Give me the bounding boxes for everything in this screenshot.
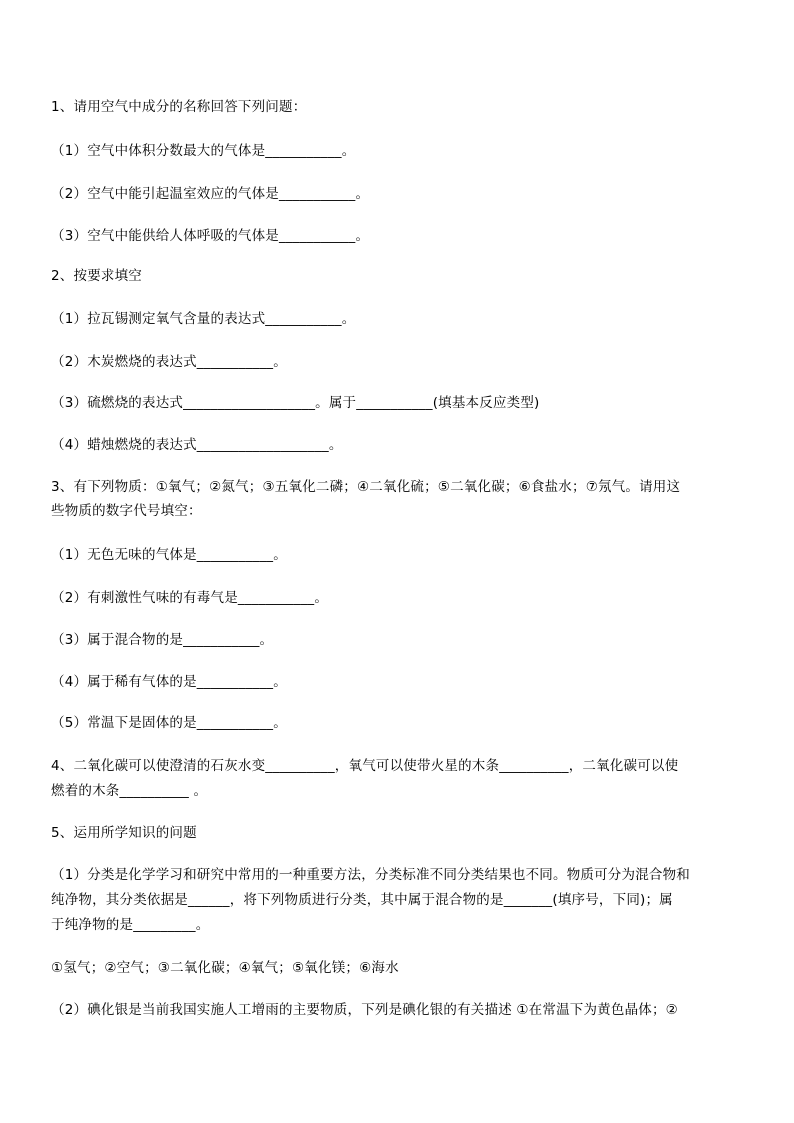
q5-item-1-line-2: 纯净物，其分类依据是______，将下列物质进行分类，其中属于混合物的是_______(填序号，下同)；属 (51, 892, 673, 908)
q5-item-2-line-1: （2）碘化银是当前我国实施人工增雨的主要物质，下列是碘化银的有关描述 ①在常温下为黄色晶体；② (51, 1002, 678, 1018)
q1-item-1: （1）空气中体积分数最大的气体是___________。 (51, 143, 356, 159)
q5-item-1-line-3: 于纯净物的是_________。 (51, 917, 210, 933)
q2-title: 2、按要求填空 (51, 268, 142, 284)
q4-line-1: 4、二氧化碳可以使澄清的石灰水变__________，氧气可以使带火星的木条__________，二氧化碳可以使 (51, 758, 679, 774)
q3-title-line-2: 些物质的数字代号填空： (51, 503, 202, 519)
q3-item-5: （5）常温下是固体的是___________。 (51, 715, 287, 731)
q4-line-2: 燃着的木条__________ 。 (51, 783, 208, 799)
q3-item-3: （3）属于混合物的是___________。 (51, 632, 274, 648)
q2-item-1: （1）拉瓦锡测定氧气含量的表达式___________。 (51, 311, 356, 327)
q3-item-1: （1）无色无味的气体是___________。 (51, 547, 287, 563)
q3-title-line-1: 3、有下列物质：①氧气；②氮气；③五氧化二磷；④二氧化硫；⑤二氧化碳；⑥食盐水；⑦氖气。请用这 (51, 479, 681, 495)
q5-title: 5、运用所学知识的问题 (51, 825, 197, 841)
q2-item-2: （2）木炭燃烧的表达式___________。 (51, 354, 287, 370)
q1-title: 1、请用空气中成分的名称回答下列问题： (51, 99, 307, 115)
q5-item-1-line-1: （1）分类是化学学习和研究中常用的一种重要方法，分类标准不同分类结果也不同。物质可分为混合物和 (51, 867, 690, 883)
q3-item-2: （2）有刺激性气味的有毒气是___________。 (51, 590, 329, 606)
q1-item-2: （2）空气中能引起温室效应的气体是___________。 (51, 186, 370, 202)
q2-item-3: （3）硫燃烧的表达式___________________。属于___________(填基本反应类型) (51, 395, 540, 411)
q1-item-3: （3）空气中能供给人体呼吸的气体是___________。 (51, 228, 370, 244)
q5-substance-list: ①氢气；②空气；③二氧化碳；④氧气；⑤氧化镁；⑥海水 (51, 960, 399, 976)
q2-item-4: （4）蜡烛燃烧的表达式___________________。 (51, 437, 343, 453)
q3-item-4: （4）属于稀有气体的是___________。 (51, 674, 287, 690)
